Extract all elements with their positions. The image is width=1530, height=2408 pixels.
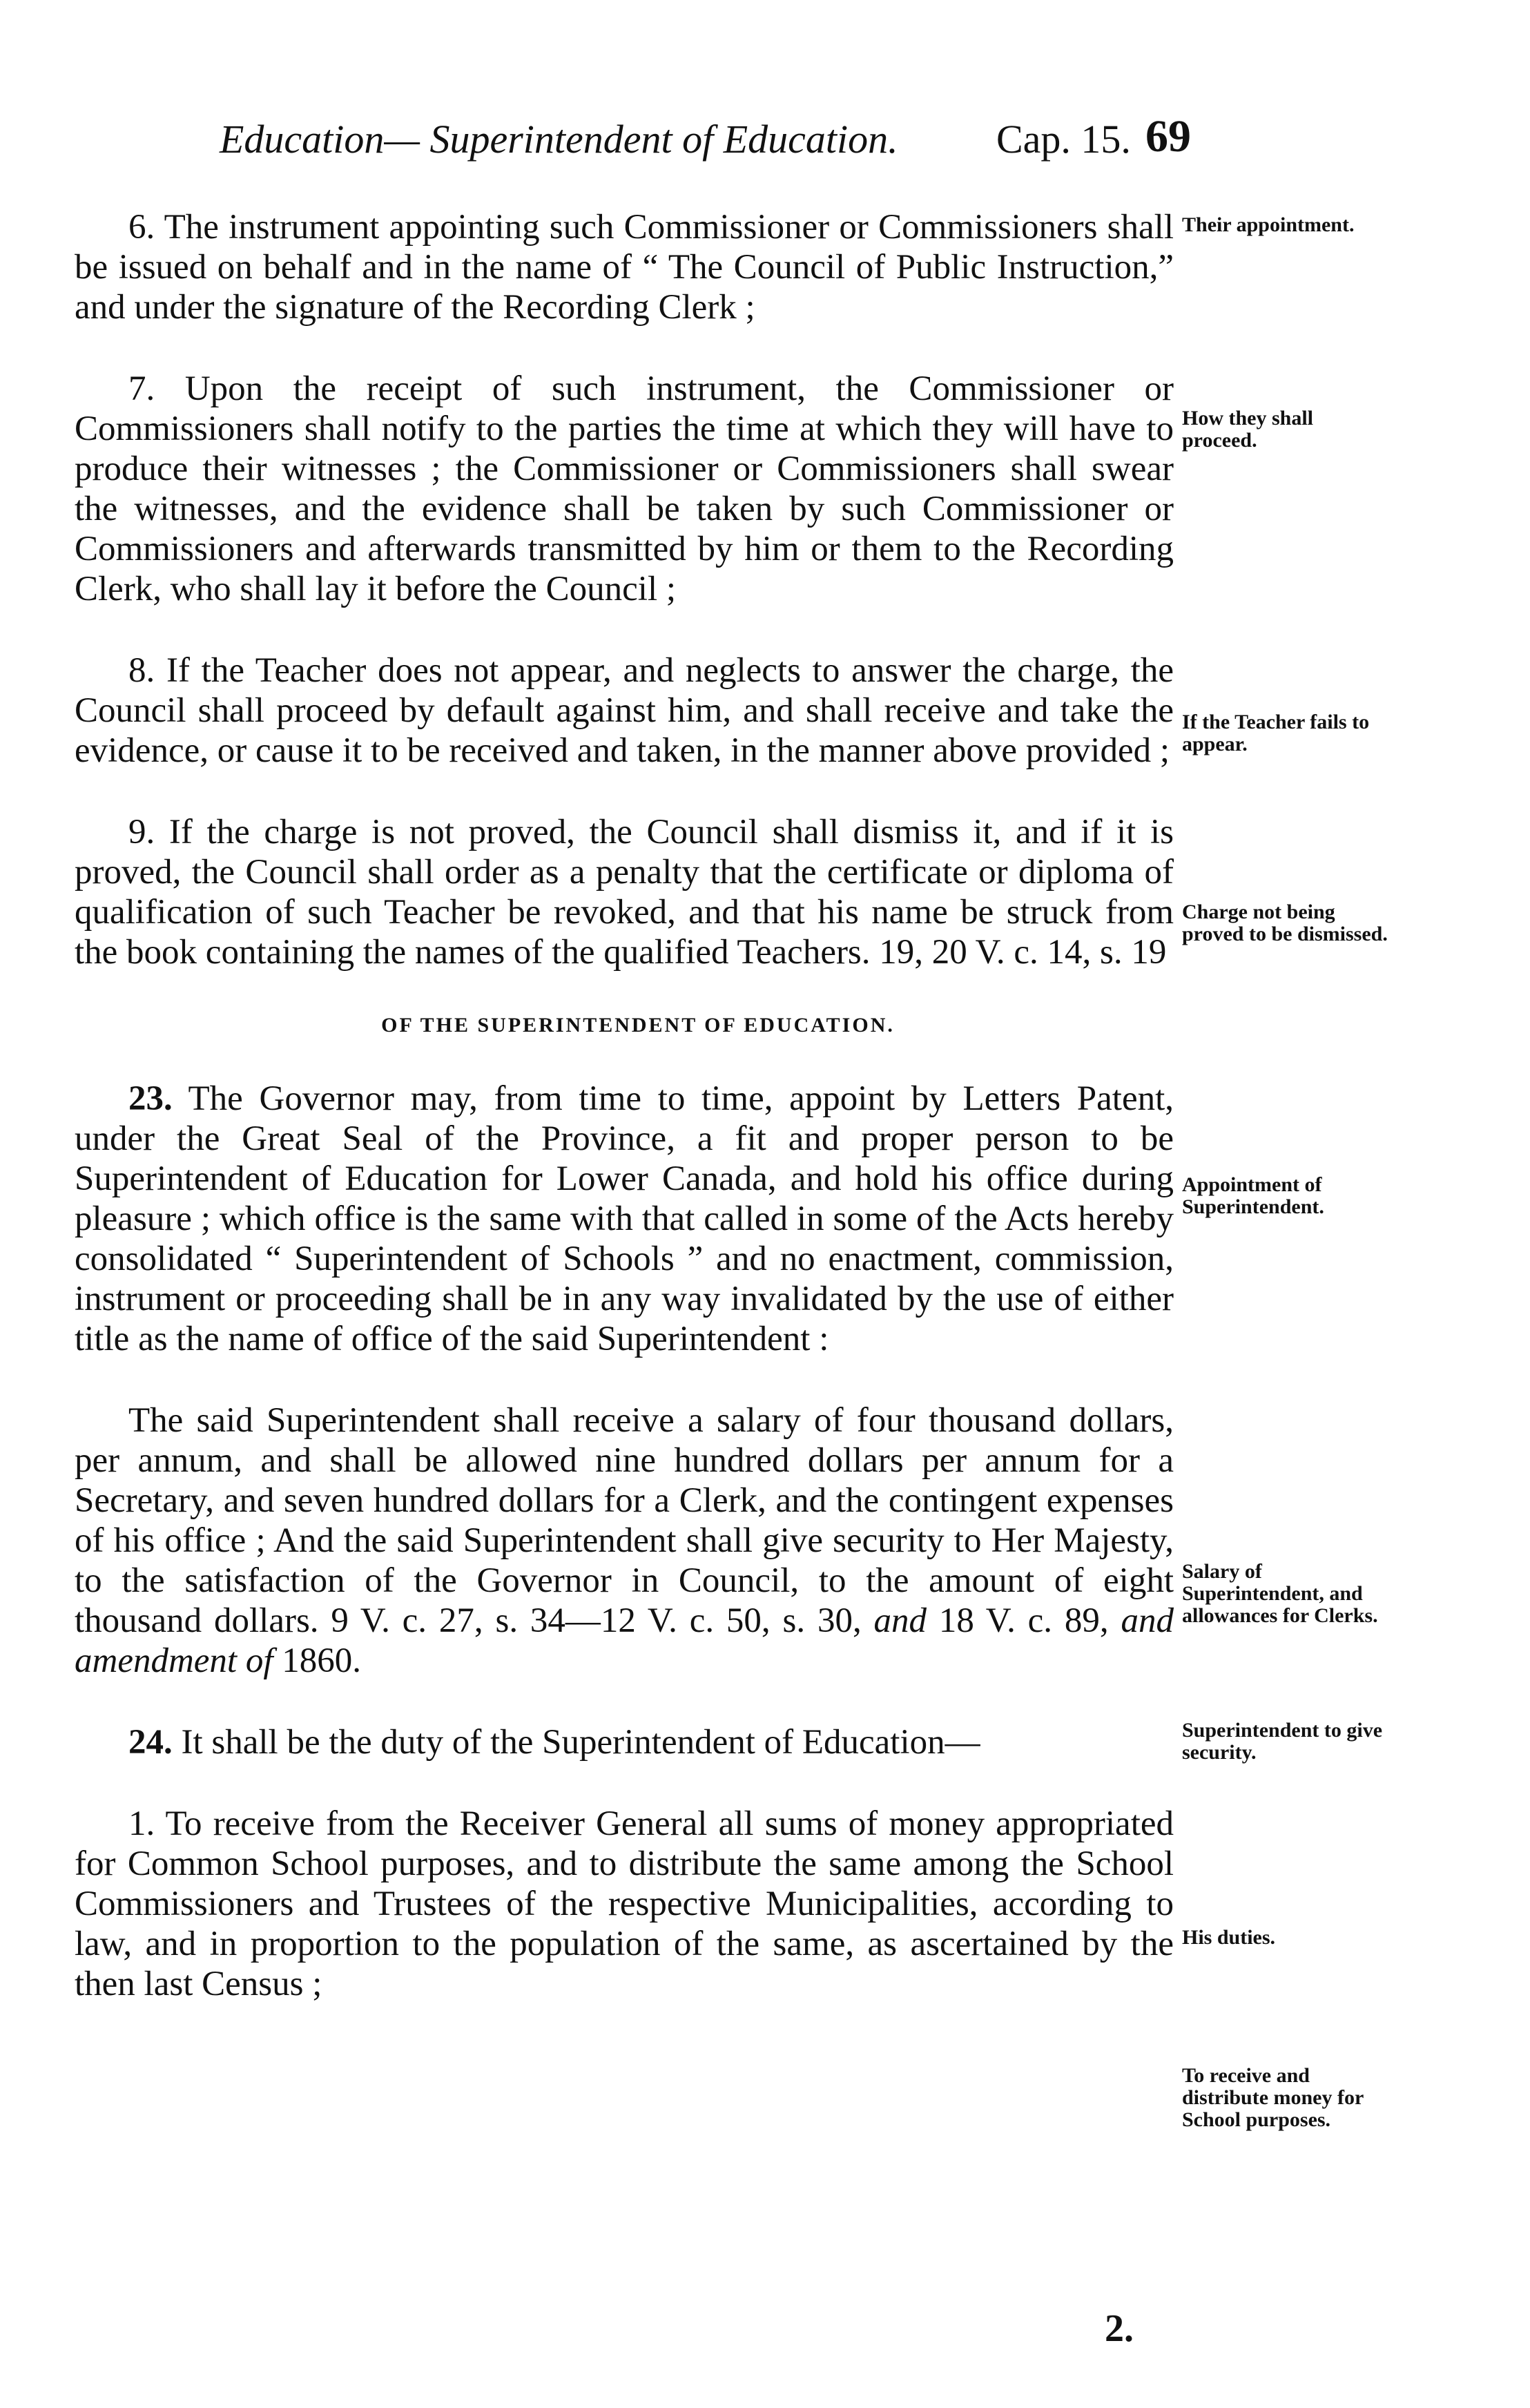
paragraph-7: 7. Upon the receipt of such instrument, the Commissioner or Commissioners shall notify to the parties the time at which they will have to produce their witnesses ; the Commissioner or Commissioners shall swear the witnesses, and the evidence shall be taken by such Commissioner or Commissioners and afterwards transmitted by him or them to the Recording Clerk, who shall lay it before the Council ; xyxy=(75,369,1174,608)
page-body xyxy=(75,207,1174,2045)
side-note-security: Superintendent to give security. xyxy=(1182,1719,1383,1764)
salary-paragraph: The said Superintendent shall receive a salary of four thousand dollars, per annum, and shall be allowed nine hundred dollars per annum for a Secretary, and seven hundred dollars for a Clerk, and the contingent expenses of his office ; And the said Superintendent shall give security to Her Majesty, to the satisfaction of the Governor in Council, to the amount of eight thousand dollars. 9 V. c. 27, s. 34—12 V. c. 50, s. 30, and 18 V. c. 89, and amendment of 1860. xyxy=(75,1401,1174,1680)
side-note-24: His duties. xyxy=(1182,1926,1276,1949)
side-note-7: How they shall proceed. xyxy=(1182,407,1314,452)
section-23: 23. The Governor may, from time to time, appoint by Letters Patent, under the Great Seal of the Province, a fit and proper person to be Superintendent of Education for Lower Canada, and hold his office during pleasure ; which office is the same with that called in some of the Acts hereby consolidated “ Superintendent of Schools ” and no enactment, commission, instrument or proceeding shall be in any way invalidated by the use of either title as the name of office of the said Superintendent : xyxy=(75,1079,1174,1358)
side-note-23: Appointment of Superintendent. xyxy=(1182,1173,1324,1218)
paragraph-9: 9. If the charge is not proved, the Council shall dismiss it, and if it is proved, the Council shall order as a penalty that the certificate or diploma of qualification of such Teacher be revoked, and that his name be struck from the book containing the names of the qualified Teachers. 19, 20 V. c. 14, s. 19 xyxy=(75,813,1174,972)
chapter-number: Cap. 15. xyxy=(996,117,1131,162)
section-24: 24. It shall be the duty of the Superintendent of Education— xyxy=(128,1723,980,1762)
paragraph-8: 8. If the Teacher does not appear, and neglects to answer the charge, the Council shall proceed by default against him, and shall receive and take the evidence, or cause it to be received and taken, in the manner above provided ; xyxy=(75,651,1174,770)
side-note-6: Their appointment. xyxy=(1182,213,1355,236)
section-heading: OF THE SUPERINTENDENT OF EDUCATION. xyxy=(381,1014,895,1037)
side-note-9: Charge not being proved to be dismissed. xyxy=(1182,900,1388,945)
paragraph-6: 6. The instrument appointing such Commissioner or Commissioners shall be issued on behalf and in the name of “ The Council of Public Instruction,” and under the signature of the Recording Clerk ; xyxy=(75,208,1174,327)
header-title: Education— Superintendent of Education. xyxy=(220,117,898,162)
page-number: 69 xyxy=(1145,111,1191,162)
item-1: 1. To receive from the Receiver General all sums of money appropriated for Common School purposes, and to distribute the same among the School Commissioners and Trustees of the respective Municipalities, according to law, and in proportion to the population of the same, as ascertained by the then last Census ; xyxy=(75,1804,1174,2003)
side-note-salary: Salary of Superintendent, and allowances for Clerks. xyxy=(1182,1560,1378,1627)
catchword: 2. xyxy=(1105,2307,1134,2350)
side-note-item1: To receive and distribute money for School purposes. xyxy=(1182,2064,1364,2131)
side-note-8: If the Teacher fails to appear. xyxy=(1182,711,1370,755)
running-header xyxy=(176,111,1191,178)
